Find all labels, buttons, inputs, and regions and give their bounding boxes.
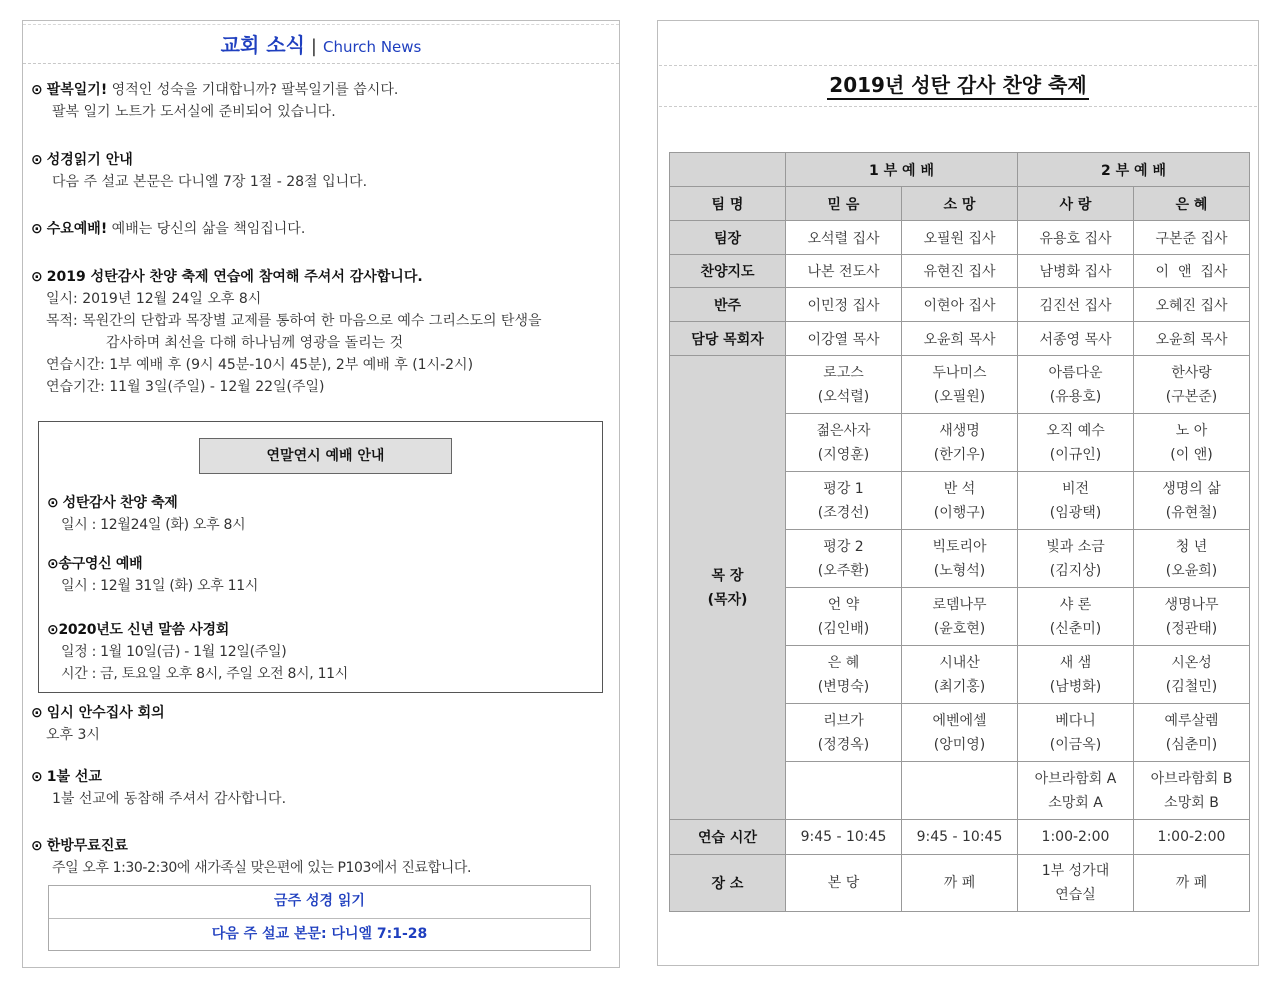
place-line: 연습실 [1055, 887, 1096, 903]
mokjang-cell [786, 704, 902, 762]
place-cell [902, 855, 1018, 912]
mokjang-name: 두나미스 [932, 364, 987, 381]
mokjang-cell [1134, 472, 1250, 530]
place-line: 1부 성가대 [1041, 863, 1110, 879]
news-line: 목적: 목원간의 단합과 목장별 교제를 통하여 한 마음으로 예수 그리스도의 탄생을 [46, 313, 542, 329]
team-name-row [670, 187, 1250, 221]
year-end-item-christmas [47, 492, 245, 536]
bullet-icon: ⊙ [47, 556, 59, 572]
mokjang-cell [902, 356, 1018, 414]
mokjang-leader: (김지상) [1049, 562, 1102, 579]
mokjang-name: 반 석 [943, 480, 976, 497]
mokjang-leader: (오주환) [817, 562, 870, 579]
table-cell: 오필원 집사 [902, 221, 1018, 255]
news-title: 1불 선교 [46, 769, 102, 785]
mokjang-name: 비전 [1061, 480, 1090, 497]
news-title: 2019 성탄감사 찬양 축제 연습에 참여해 주셔서 감사합니다. [46, 269, 423, 285]
festival-schedule-table [669, 152, 1250, 912]
year-end-item-line: 일시 : 12월 31일 (화) 오후 11시 [61, 578, 259, 594]
mokjang-leader: (이행구) [933, 504, 986, 521]
mokjang-leader: (구본준) [1165, 388, 1218, 405]
mokjang-cell [1134, 762, 1250, 820]
news-line: 연습시간: 1부 예배 후 (9시 45분-10시 45분), 2부 예배 후 (1시-2시) [46, 357, 474, 373]
year-end-title: 연말연시 예배 안내 [199, 438, 452, 474]
mokjang-leader: (오석렬) [817, 388, 870, 405]
mokjang-cell [1018, 588, 1134, 646]
news-item-wednesday-service [31, 218, 305, 240]
year-end-item-title: 2020년도 신년 말씀 사경회 [58, 622, 229, 638]
service-header-row [670, 153, 1250, 187]
mokjang-cell [1018, 646, 1134, 704]
mokjang-leader: 소망회 B [1164, 794, 1219, 811]
table-cell: 오윤희 목사 [1134, 322, 1250, 356]
corner-cell [670, 153, 786, 187]
team-name: 믿 음 [786, 187, 902, 221]
mokjang-cell [1134, 588, 1250, 646]
news-line: 일시: 2019년 12월 24일 오후 8시 [46, 291, 262, 307]
news-title: 성경읽기 안내 [46, 152, 133, 168]
mokjang-name: 베다니 [1055, 712, 1096, 729]
news-line: 팔복 일기 노트가 도서실에 준비되어 있습니다. [52, 104, 336, 120]
header-title-english: Church News [322, 38, 422, 56]
news-title: 한방무료진료 [46, 838, 128, 854]
mokjang-name: 빅토리아 [932, 538, 987, 555]
mokjang-leader: (김인배) [817, 620, 870, 637]
bullet-icon: ⊙ [31, 769, 43, 785]
mokjang-name: 리브가 [823, 712, 864, 729]
mokjang-cell [1134, 414, 1250, 472]
mokjang-cell [786, 646, 902, 704]
place-line: 까 페 [1175, 875, 1208, 891]
mokjang-cell [1134, 704, 1250, 762]
bullet-icon: ⊙ [47, 495, 59, 511]
mokjang-leader: (한기우) [933, 446, 986, 463]
year-end-item-line: 일정 : 1월 10일(금) - 1월 12일(주일) [61, 644, 287, 660]
mokjang-cell [902, 762, 1018, 820]
mokjang-name: 평강 2 [823, 538, 864, 555]
row-label: 찬양지도 [670, 255, 786, 288]
mokjang-leader: 소망회 A [1048, 794, 1103, 811]
news-line: 오후 3시 [46, 727, 100, 743]
year-end-item-new-year-eve [47, 553, 258, 597]
mokjang-cell [786, 588, 902, 646]
table-cell: 유용호 집사 [1018, 221, 1134, 255]
practice-time-cell: 1:00-2:00 [1134, 820, 1250, 855]
bullet-icon: ⊙ [31, 838, 43, 854]
row-label: 장 소 [670, 855, 786, 912]
mokjang-name: 은 혜 [827, 654, 860, 671]
mokjang-leader: (정관태) [1165, 620, 1218, 637]
mokjang-cell [1018, 356, 1134, 414]
mokjang-cell [1018, 530, 1134, 588]
news-item-free-clinic [31, 835, 471, 879]
mokjang-name: 아브라함회 B [1150, 770, 1233, 787]
mokjang-name: 새생명 [939, 422, 980, 439]
mokjang-leader: (윤호현) [933, 620, 986, 637]
mokjang-label-line: (목자) [707, 591, 748, 608]
mokjang-leader: (조경선) [817, 504, 870, 521]
practice-time-row [670, 820, 1250, 855]
bullet-icon: ⊙ [31, 705, 43, 721]
mokjang-name: 로고스 [823, 364, 864, 381]
mokjang-leader: (이 앤) [1170, 446, 1213, 463]
row-label: 팀장 [670, 221, 786, 255]
mokjang-leader: (이금옥) [1049, 736, 1102, 753]
mokjang-name: 아름다운 [1048, 364, 1103, 381]
mokjang-label [670, 356, 786, 820]
mokjang-leader: (오윤희) [1165, 562, 1218, 579]
table-cell: 남병화 집사 [1018, 255, 1134, 288]
mokjang-leader: (변명숙) [817, 678, 870, 695]
mokjang-name: 아브라함회 A [1034, 770, 1117, 787]
table-cell: 오석렬 집사 [786, 221, 902, 255]
mokjang-cell [1134, 530, 1250, 588]
table-row-praise-leader [670, 255, 1250, 288]
mokjang-cell [786, 472, 902, 530]
mokjang-cell [1018, 472, 1134, 530]
mokjang-leader: (이규인) [1049, 446, 1102, 463]
news-title-rest: 예배는 당신의 삶을 책임집니다. [107, 221, 306, 237]
header-title-korean: 교회 소식 [220, 33, 305, 57]
mokjang-cell [1134, 646, 1250, 704]
news-title: 임시 안수집사 회의 [46, 705, 165, 721]
table-cell: 이현아 집사 [902, 288, 1018, 322]
mokjang-cell [902, 704, 1018, 762]
row-label: 반주 [670, 288, 786, 322]
team-name: 소 망 [902, 187, 1018, 221]
mokjang-cell [1018, 414, 1134, 472]
mokjang-leader: (오필원) [933, 388, 986, 405]
mokjang-name: 젊은사자 [816, 422, 871, 439]
mokjang-cell [786, 414, 902, 472]
mokjang-leader: (임광택) [1049, 504, 1102, 521]
team-name: 은 혜 [1134, 187, 1250, 221]
right-page [657, 20, 1259, 966]
mokjang-cell [1134, 356, 1250, 414]
news-item-palbok [31, 79, 398, 123]
weekly-bible-reading-box [48, 885, 591, 951]
mokjang-name: 청 년 [1175, 538, 1208, 555]
mokjang-name: 평강 1 [823, 480, 864, 497]
bullet-icon: ⊙ [47, 622, 59, 638]
mokjang-name: 시온성 [1171, 654, 1212, 671]
table-row-accompanist [670, 288, 1250, 322]
news-item-christmas-festival [31, 266, 542, 398]
table-cell: 구본준 집사 [1134, 221, 1250, 255]
festival-title: 2019년 성탄 감사 찬양 축제 [827, 72, 1088, 100]
mokjang-name: 생명의 삶 [1162, 480, 1221, 497]
bullet-icon: ⊙ [31, 269, 43, 285]
festival-title-band [659, 65, 1257, 107]
news-item-deacon-meeting [31, 702, 165, 746]
table-cell: 오혜진 집사 [1134, 288, 1250, 322]
year-end-item-sagyeonghoe [47, 619, 348, 685]
place-line: 본 당 [827, 875, 860, 891]
place-cell [1134, 855, 1250, 912]
news-title: 수요예배! [46, 221, 108, 237]
mokjang-name: 언 약 [827, 596, 860, 613]
mokjang-leader: (신춘미) [1049, 620, 1102, 637]
mokjang-name: 예루살렘 [1164, 712, 1219, 729]
bible-box-text: 다음 주 설교 본문: 다니엘 7:1-28 [49, 918, 590, 950]
mokjang-cell [902, 472, 1018, 530]
year-end-service-box [38, 421, 603, 693]
year-end-item-line: 시간 : 금, 토요일 오후 8시, 주일 오전 8시, 11시 [61, 666, 349, 682]
table-row-pastor [670, 322, 1250, 356]
mokjang-leader: (앙미영) [933, 736, 986, 753]
team-name: 사 랑 [1018, 187, 1134, 221]
row-label: 팀 명 [670, 187, 786, 221]
news-title-rest: 영적인 성숙을 기대합니까? 팔복일기를 씁시다. [107, 82, 399, 98]
mokjang-name: 에벤에셀 [932, 712, 987, 729]
mokjang-cell [786, 530, 902, 588]
practice-time-cell: 9:45 - 10:45 [902, 820, 1018, 855]
mokjang-name: 한사랑 [1171, 364, 1212, 381]
mokjang-name: 새 샘 [1059, 654, 1092, 671]
left-page [22, 20, 620, 968]
table-cell: 이강열 목사 [786, 322, 902, 356]
table-cell: 김진선 집사 [1018, 288, 1134, 322]
news-item-one-dollar-mission [31, 766, 286, 810]
bible-box-title: 금주 성경 읽기 [274, 893, 365, 909]
place-line: 까 페 [943, 875, 976, 891]
mokjang-leader: (김철민) [1165, 678, 1218, 695]
place-row [670, 855, 1250, 912]
mokjang-cell [786, 356, 902, 414]
mokjang-name: 시내산 [939, 654, 980, 671]
year-end-item-line: 일시 : 12월24일 (화) 오후 8시 [61, 517, 246, 533]
table-cell: 오윤희 목사 [902, 322, 1018, 356]
mokjang-leader: (심춘미) [1165, 736, 1218, 753]
mokjang-cell [786, 762, 902, 820]
row-label: 담당 목회자 [670, 322, 786, 356]
mokjang-name: 로뎀나무 [932, 596, 987, 613]
service2-header: 2 부 예 배 [1018, 153, 1250, 187]
table-cell: 나본 전도사 [786, 255, 902, 288]
table-cell: 서종영 목사 [1018, 322, 1134, 356]
bullet-icon: ⊙ [31, 221, 43, 237]
mokjang-cell [902, 646, 1018, 704]
practice-time-cell: 1:00-2:00 [1018, 820, 1134, 855]
news-line: 감사하며 최선을 다해 하나님께 영광을 돌리는 것 [106, 335, 404, 351]
mokjang-cell [902, 414, 1018, 472]
news-line: 주일 오후 1:30-2:30에 새가족실 맞은편에 있는 P103에서 진료합니다. [52, 860, 472, 876]
mokjang-name: 빛과 소금 [1046, 538, 1105, 555]
service1-header: 1 부 예 배 [786, 153, 1018, 187]
news-line: 1불 선교에 동참해 주셔서 감사합니다. [52, 791, 287, 807]
mokjang-cell [902, 588, 1018, 646]
mokjang-name: 생명나무 [1164, 596, 1219, 613]
mokjang-cell [1018, 704, 1134, 762]
mokjang-label-line: 목 장 [711, 567, 744, 584]
mokjang-name: 샤 론 [1059, 596, 1092, 613]
mokjang-leader: (유현철) [1165, 504, 1218, 521]
table-cell: 이민정 집사 [786, 288, 902, 322]
mokjang-leader: (유용호) [1049, 388, 1102, 405]
table-cell: 이 앤 집사 [1134, 255, 1250, 288]
year-end-item-title: 성탄감사 찬양 축제 [62, 495, 178, 511]
news-title: 팔복일기! [46, 82, 108, 98]
bullet-icon: ⊙ [31, 82, 43, 98]
news-line: 연습기간: 11월 3일(주일) - 12월 22일(주일) [46, 379, 325, 395]
mokjang-leader: (정경옥) [817, 736, 870, 753]
mokjang-leader: (최기홍) [933, 678, 986, 695]
year-end-item-title: 송구영신 예배 [58, 556, 143, 572]
news-item-bible-reading [31, 149, 367, 193]
mokjang-name: 오직 예수 [1046, 422, 1105, 439]
news-line: 다음 주 설교 본문은 다니엘 7장 1절 - 28절 입니다. [52, 174, 368, 190]
mokjang-cell [902, 530, 1018, 588]
mokjang-leader: (남병화) [1049, 678, 1102, 695]
mokjang-leader: (지영훈) [817, 446, 870, 463]
bullet-icon: ⊙ [31, 152, 43, 168]
practice-time-cell: 9:45 - 10:45 [786, 820, 902, 855]
mokjang-row [670, 356, 1250, 414]
row-label: 연습 시간 [670, 820, 786, 855]
church-news-header [23, 24, 619, 64]
mokjang-leader: (노형석) [933, 562, 986, 579]
place-cell [1018, 855, 1134, 912]
header-separator: | [310, 36, 317, 57]
place-cell [786, 855, 902, 912]
table-row-leader [670, 221, 1250, 255]
mokjang-cell [1018, 762, 1134, 820]
mokjang-name: 노 아 [1175, 422, 1208, 439]
table-cell: 유현진 집사 [902, 255, 1018, 288]
